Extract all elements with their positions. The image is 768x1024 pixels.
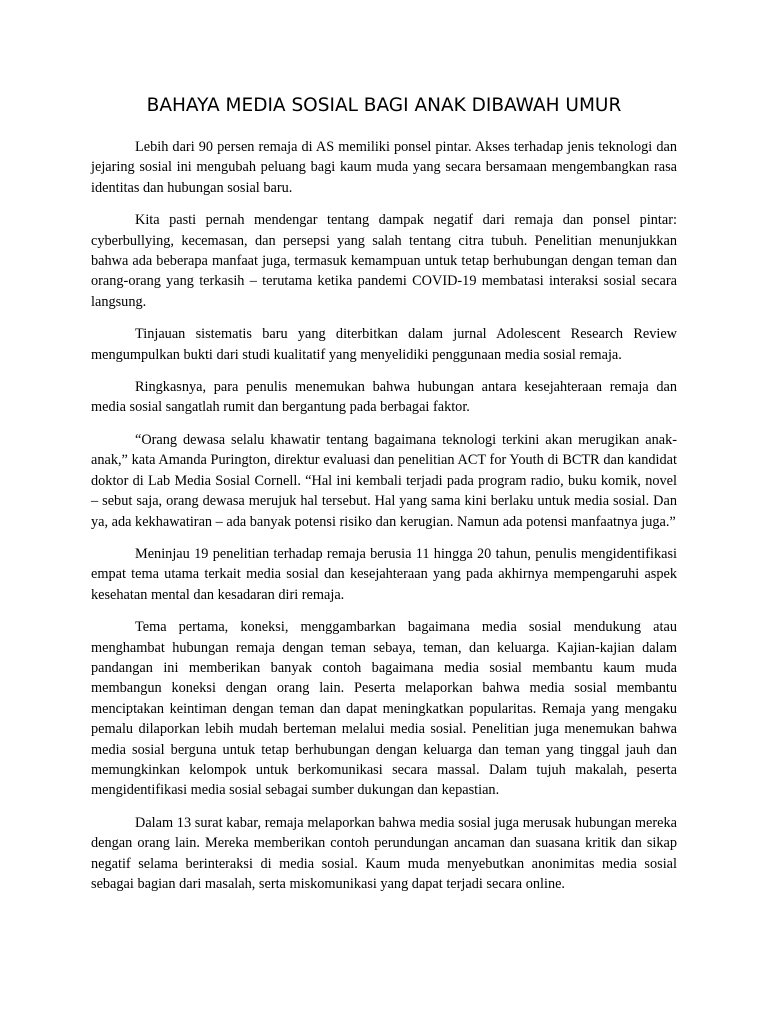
paragraph-4: Ringkasnya, para penulis menemukan bahwa hubungan antara kesejahteraan remaja dan media sosial sangatlah rumit dan bergantung pada berbagai faktor. (91, 379, 677, 416)
paragraph-7: Tema pertama, koneksi, menggambarkan bagaimana media sosial mendukung atau menghambat hubungan remaja dengan teman sebaya, teman, dan keluarga. Kajian-kajian dalam pandangan ini memberikan banyak contoh bagaimana media sosial membantu kaum muda membangun koneksi dengan orang lain. Peserta melaporkan bahwa media sosial membantu menciptakan keintiman dengan teman dan dapat meningkatkan popularitas. Remaja yang mengaku pemalu dilaporkan lebih mudah berteman melalui media sosial. Penelitian juga menemukan bahwa media sosial berguna untuk tetap berhubungan dengan keluarga dan teman yang tinggal jauh dan memungkinkan kelompok untuk berkomunikasi secara massal. Dalam tujuh makalah, peserta mengidentifikasi media sosial sebagai sumber dukungan dan kepastian. (91, 619, 677, 799)
paragraph-3: Tinjauan sistematis baru yang diterbitkan dalam jurnal Adolescent Research Review mengumpulkan bukti dari studi kualitatif yang menyelidiki penggunaan media sosial remaja. (91, 326, 677, 363)
paragraph-6: Meninjau 19 penelitian terhadap remaja berusia 11 hingga 20 tahun, penulis mengidentifikasi empat tema utama terkait media sosial dan kesejahteraan yang pada akhirnya mempengaruhi aspek kesehatan mental dan kesadaran diri remaja. (91, 545, 677, 603)
paragraph-2: Kita pasti pernah mendengar tentang dampak negatif dari remaja dan ponsel pintar: cyberbullying, kecemasan, dan persepsi yang salah tentang citra tubuh. Penelitian menunjukkan bahwa ada beberapa manfaat juga, termasuk kemampuan untuk tetap berhubungan dengan teman dan orang-orang yang terkasih – terutama ketika pandemi COVID-19 membatasi interaksi sosial secara langsung. (91, 212, 677, 310)
paragraph-1: Lebih dari 90 persen remaja di AS memiliki ponsel pintar. Akses terhadap jenis teknologi dan jejaring sosial ini mengubah peluang bagi kaum muda yang secara bersamaan mengembangkan rasa identitas dan hubungan sosial baru. (91, 139, 677, 196)
paragraph-8: Dalam 13 surat kabar, remaja melaporkan bahwa media sosial juga merusak hubungan mereka dengan orang lain. Mereka memberikan contoh perundungan ancaman dan suasana kritik dan sikap negatif selama berinteraksi di media sosial. Kaum muda menyebutkan anonimitas media sosial sebagai bagian dari masalah, serta miskomunikasi yang dapat terjadi secara online. (91, 814, 677, 892)
paragraph-5: “Orang dewasa selalu khawatir tentang bagaimana teknologi terkini akan merugikan anak-anak,” kata Amanda Purington, direktur evaluasi dan penelitian ACT for Youth di BCTR dan kandidat doktor di Lab Media Sosial Cornell. “Hal ini kembali terjadi pada program radio, buku komik, novel – sebut saja, orang dewasa merujuk hal tersebut. Hal yang sama kini berlaku untuk media sosial. Dan ya, ada kekhawatiran – ada banyak potensi risiko dan kerugian. Namun ada potensi manfaatnya juga.” (91, 431, 677, 530)
document-body (91, 137, 677, 906)
document-title: BAHAYA MEDIA SOSIAL BAGI ANAK DIBAWAH UMUR (146, 95, 622, 116)
